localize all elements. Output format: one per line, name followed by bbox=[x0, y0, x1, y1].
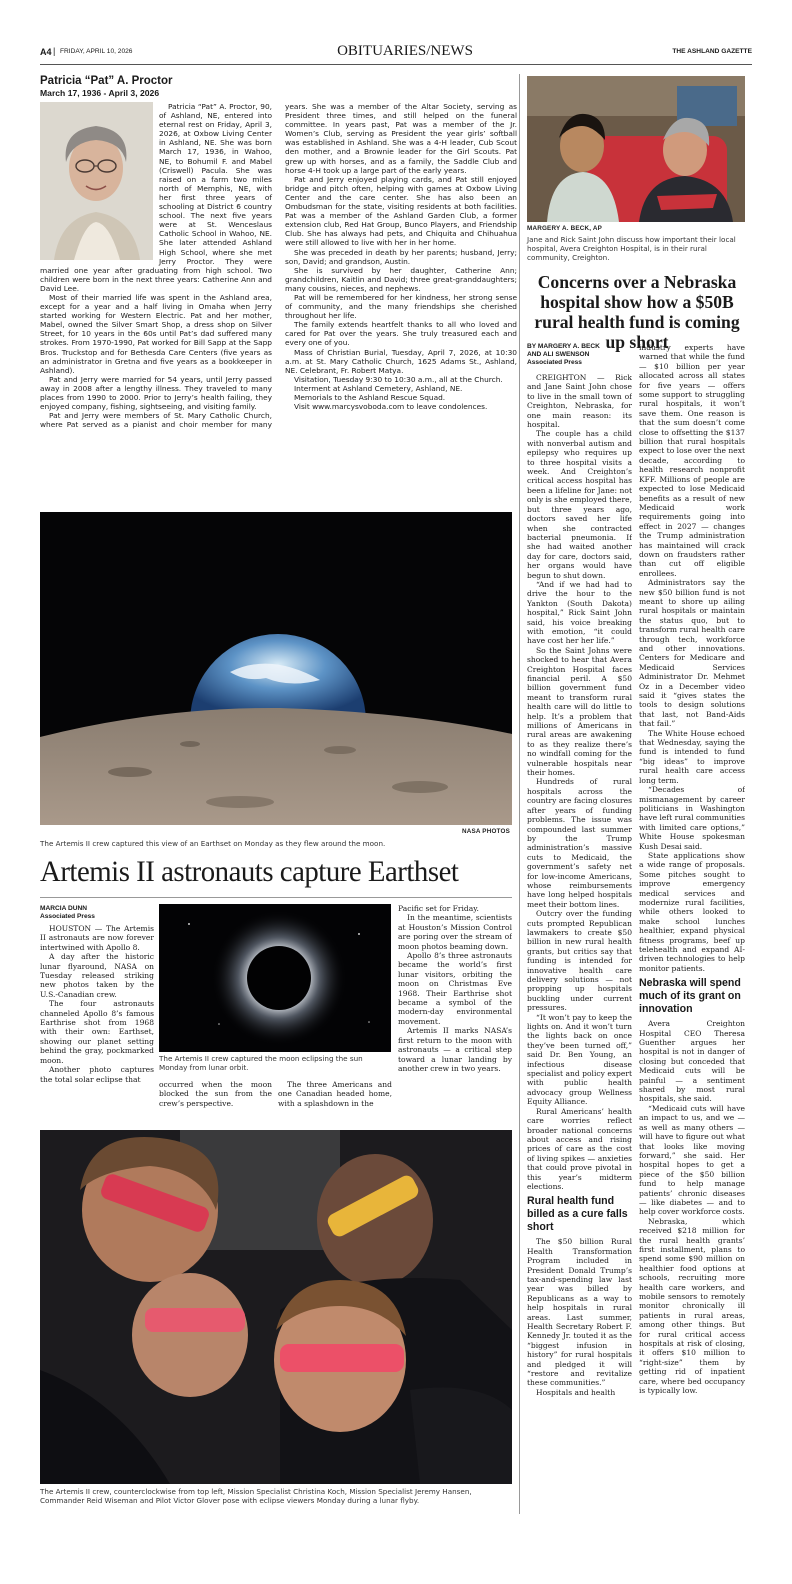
obituary-paragraph: She is survived by her daughter, Catherine Ann; grandchildren, Kaitlin and David; three great-granddaughters; many cousins, nieces, and nephews. bbox=[285, 265, 517, 293]
artemis-headline: Artemis II astronauts capture Earthset bbox=[40, 855, 459, 888]
artemis-column-1 bbox=[40, 924, 154, 1114]
couple-image bbox=[527, 76, 745, 222]
issue-date: FRIDAY, APRIL 10, 2026 bbox=[60, 48, 133, 55]
obituary-paragraph: Patricia “Pat” A. Proctor, 90, of Ashland, NE, entered into eternal rest on Friday, April 3, 2026, at Oxbow Living Center in Ashland, NE. She was born March 17, 1936, in Wahoo, NE, to Bohumil F. and Mabel (Criswell) Pacula. She was raised on a farm two miles north of Memphis, NE, with her first three years of schooling at District 6 country school. The next five years were at St. Wenceslaus Catholic School in Wahoo, NE. She later attended Ashland High School, where she met Jerry Proctor. They were married one year after graduating from high school. Two children were born in the next three years: Catherine Ann and David Lee. bbox=[40, 102, 272, 293]
obituary-paragraph: The family extends heartfelt thanks to all who loved and cared for Pat over the years. She truly treasured each and every one of you. bbox=[285, 320, 517, 348]
artemis-paragraph: The three Americans and one Canadian headed home, with a splashdown in the bbox=[278, 1080, 392, 1108]
artemis-paragraph: In the meantime, scientists at Houston’s Mission Control are poring over the stream of moon photos beaming down. bbox=[398, 913, 512, 951]
health-byline-org: Associated Press bbox=[527, 359, 582, 366]
health-column-2 bbox=[639, 343, 745, 1513]
health-paragraph: The White House echoed that Wednesday, saying the fund is intended to fund “big ideas” to improve rural health care access long term. bbox=[639, 728, 745, 785]
column-divider bbox=[519, 74, 520, 1514]
header-rule bbox=[40, 64, 752, 65]
health-paragraph: industry experts have warned that while the fund — $10 billion per year allocated across all states for five years — offers some support to struggling rural hospitals, it won’t save them. One reason is that the sum doesn’t come close to offsetting the $137 billion that rural hospitals expect to lose over the next decade, according to health research nonprofit KFF. Millions of people are expected to lose Medicaid benefits as a result of new Medicaid work requirements going into effect in 2027 — changes the Trump administration has maintained will crack down on fraudsters rather than cut off eligible enrollees. bbox=[639, 343, 745, 578]
health-paragraph: “Medicaid cuts will have an impact to us, and we — as well as many others — will have to figure out what that looks like moving forward,” she said. Her hospital hopes to get a piece of the $50 billion fund to help manage patients’ chronic diseases — like diabetes — and to help cover workforce costs. bbox=[639, 1103, 745, 1217]
artemis-rule bbox=[40, 897, 512, 898]
artemis-byline bbox=[40, 905, 155, 921]
health-paragraph: “And if we had had to drive the hour to the Yankton (South Dakota) hospital,” Rick Saint John said, his voice breaking with emotion, “it could have cost her her life.” bbox=[527, 579, 632, 646]
earthset-caption: The Artemis II crew captured this view of an Earthset on Monday as they flew around the moon. bbox=[40, 839, 386, 848]
obituary-paragraph: Pat and Jerry enjoyed playing cards, and Pat still enjoyed bridge and pitch often, helping with games at Oxbow Living Center and the care center. She has also been an Ombudsman for the state, visiting residents at both facilities. Pat was a member of the Ashland Garden Club, a former extension club, Red Hat Group, Bunco Players, and Friendship Club. She has always had pets, and Chiquita and Chihuahua were still allowed to live with her in her home. bbox=[285, 174, 517, 248]
obituary-dates: March 17, 1936 - April 3, 2026 bbox=[40, 88, 160, 98]
health-photo bbox=[527, 76, 745, 222]
artemis-column-3 bbox=[278, 1080, 392, 1108]
obituary-paragraph: Mass of Christian Burial, Tuesday, April 7, 2026, at 10:30 a.m. at St. Mary Catholic Church, 1625 Adams St., Ashland, NE. Celebrant, Fr. Robert Matya. bbox=[285, 347, 517, 375]
health-paragraph: “Decades of mismanagement by career politicians in Washington have left rural communities with limited care options,” White House spokesman Kush Desai said. bbox=[639, 785, 745, 851]
portrait-image bbox=[40, 102, 153, 260]
eclipse-photo bbox=[159, 904, 391, 1052]
earthset-credit: NASA PHOTOS bbox=[461, 828, 510, 835]
obituary bbox=[40, 74, 517, 494]
artemis-paragraph: Pacific set for Friday. bbox=[398, 904, 479, 913]
health-paragraph: CREIGHTON — Rick and Jane Saint John chose to live in the small town of Creighton, Nebraska, for one main reason: its hospital. bbox=[527, 373, 632, 430]
obituary-paragraph: Visit www.marcysvoboda.com to leave condolences. bbox=[294, 402, 488, 412]
obituary-paragraph: Most of their married life was spent in the Ashland area, except for a year and a half living in Omaha when Jerry started working for Western Electric. Pat and her mother, Mabel, owned the Silver Smart Shop, a dress shop on Silver Street, for 10 years in the 60s until Pat’s dad suffered many strokes. From 1970-1990, Pat worked for Bill Sapp at the Sapp Bros. Truckstop and for Bethesda Care Centers (five years as an administrator in Gretna and five years as a bookkeeper in Ashland). bbox=[40, 292, 272, 375]
obituary-paragraph: Pat and Jerry were married for 54 years, until Jerry passed away in 2008 after a lengthy illness. They traveled to many places from 1990 to 2000. Prior to Jerry’s health failing, they enjoyed company, fishing, sightseeing, and visiting family. bbox=[40, 374, 272, 412]
health-subhead-1: Rural health fund billed as a cure falls short bbox=[527, 1195, 628, 1234]
obituary-paragraph: Visitation, Tuesday 9:30 to 10:30 a.m., all at the Church. bbox=[294, 374, 503, 384]
health-paragraph: So the Saint Johns were shocked to hear that Avera Creighton Hospital faces financial peril. A $50 billion government fund meant to transform rural health care will do little to help. It’s a problem that millions of Americans in rural areas are awakening to as they realize there’s no windfall coming for the vulnerable hospitals near their homes. bbox=[527, 645, 632, 778]
health-photo-caption: Jane and Rick Saint John discuss how important their local hospital, Avera Creighton Hospital, is in their rural community, Creighton. bbox=[527, 235, 736, 262]
artemis-paragraph: The four astronauts channeled Apollo 8’s famous Earthrise shot from 1968 with their own: Earthset, showing our planet setting behind the gray, pockmarked moon. bbox=[40, 999, 154, 1065]
artemis-paragraph: Apollo 8’s three astronauts became the world’s first lunar visitors, orbiting the moon on Christmas Eve 1968. Their Earthrise shot became a symbol of the modern-day environmental movement. bbox=[398, 951, 512, 1026]
artemis-paragraph: Another photo captures the total solar eclipse that bbox=[40, 1065, 154, 1084]
obituary-paragraph: Pat and Jerry were members of St. Mary Catholic Church, where Pat served as a pianist and choir member for many years. She was a member of the Altar Society, serving as President three times, and still helped on the funeral committee. In years past, Pat was a member of the Jr. Women’s Club, serving as President the year girls’ softball was established in Ashland. She was a 4-H leader, Cub Scout den mother, and a Brownie leader for the Girl Scouts. Pat grew up with horses, and as a family, the Saddle Club and horse 4-H took up a large part of the early years. bbox=[40, 102, 517, 430]
health-paragraph: Rural Americans’ health care worries reflect broader national concerns about access and rising prices of care as the cost of living spikes — anxieties that could prove pivotal in this year’s midterm elections. bbox=[527, 1106, 632, 1191]
obituary-paragraph: Memorials to the Ashland Rescue Squad. bbox=[294, 393, 446, 402]
health-paragraph: Hundreds of rural hospitals across the country are facing closures after years of funding problems. The issue was compounded last summer by the Trump administration’s massive cuts to Medicaid, the government’s safety net for low-income Americans, whose reimbursements have long helped hospitals meet their bottom lines. bbox=[527, 777, 632, 909]
page-header bbox=[40, 43, 752, 63]
health-paragraph: Outcry over the funding cuts prompted Republican lawmakers to create $50 billion in new rural health grants, but critics say that funding is intended for innovative health care delivery solutions — not propping up hospitals buckling under current pressures. bbox=[527, 909, 632, 1013]
page-number: A4 bbox=[40, 47, 52, 57]
earthset-image bbox=[40, 512, 512, 825]
obituary-paragraph: Pat will be remembered for her kindness, her strong sense of community, and the many friendships she cherished throughout her life. bbox=[285, 292, 517, 321]
health-paragraph: “It won’t pay to keep the lights on. And it won’t turn the lights back on once they’ve been turned off,” said Dr. Ben Young, an infectious disease specialist and policy expert with public health advocacy group Wellness Equity Alliance. bbox=[527, 1012, 632, 1107]
obituary-paragraph: She was preceded in death by her parents; husband, Jerry; son, David; and grandson, Austin. bbox=[285, 247, 517, 266]
section-title: OBITUARIES/NEWS bbox=[337, 43, 473, 59]
health-paragraph: Administrators say the new $50 billion fund is not meant to shore up ailing rural hospitals or maintain the status quo, but to transform rural health care through tech, workforce and other innovations. Centers for Medicare and Medicaid Services Administrator Dr. Mehmet Oz in a December video said it “gives states the tools to design solutions that last, not Band-Aids that fail.” bbox=[639, 578, 745, 729]
obituary-paragraph: Interment at Ashland Cemetery, Ashland, NE. bbox=[294, 383, 463, 393]
health-paragraph: State applications show a wide range of proposals. Some pitches sought to improve emergency medical services and modernize rural facilities, while others looked to make school lunches healthier, expand physical fitness programs, beef up telehealth and expand AI-driven technologies to help monitor patients. bbox=[639, 850, 745, 973]
health-paragraph: Hospitals and health bbox=[536, 1387, 616, 1397]
health-byline bbox=[527, 343, 637, 367]
crew-photo bbox=[40, 1130, 512, 1484]
crew-image bbox=[40, 1130, 512, 1484]
earthset-photo bbox=[40, 512, 512, 825]
artemis-paragraph: occurred when the moon blocked the sun from the crew’s perspective. bbox=[159, 1080, 272, 1108]
health-byline-name-2: AND ALI SWENSON bbox=[527, 351, 590, 358]
health-subhead-2: Nebraska will spend much of its grant on innovation bbox=[639, 977, 741, 1016]
eclipse-caption: The Artemis II crew captured the moon eclipsing the sun Monday from lunar orbit. bbox=[159, 1054, 363, 1072]
artemis-byline-name: MARCIA DUNN bbox=[40, 905, 88, 912]
obituary-body bbox=[40, 102, 517, 494]
health-paragraph: The couple has a child with nonverbal autism and epilepsy who requires up to three hospital visits a week. And Creighton’s critical access hospital has been a lifeline for Jane: not only is she employed there, but three years ago, doctors saved her life when she contracted bacterial pneumonia. If she had waited another day for care, doctors said, her organs would have begun to shut down. bbox=[527, 429, 632, 580]
obituary-name: Patricia “Pat” A. Proctor bbox=[40, 75, 173, 87]
artemis-column-2 bbox=[159, 1080, 272, 1108]
paper-name: THE ASHLAND GAZETTE bbox=[672, 48, 752, 55]
health-byline-name-1: BY MARGERY A. BECK bbox=[527, 343, 600, 350]
artemis-paragraph: A day after the historic lunar flyaround, NASA on Tuesday released striking new photos taken by the U.S.-Canadian crew. bbox=[40, 952, 154, 999]
eclipse-image bbox=[159, 904, 391, 1052]
health-headline: Concerns over a Nebraska hospital show how a $50B rural health fund is coming up short bbox=[534, 272, 740, 352]
health-column-1 bbox=[527, 373, 632, 1513]
health-paragraph: The $50 billion Rural Health Transformation Program included in President Donald Trump’s tax-and-spending law last year was billed by Republicans as a way to help hospitals in rural areas. Last summer, Health Secretary Robert F. Kennedy Jr. touted it as the “biggest infusion in history” for rural hospitals and pledged it will “restore and revitalize these communities.” bbox=[527, 1237, 632, 1388]
health-paragraph: Avera Creighton Hospital CEO Theresa Guenther argues her hospital is not in danger of closing but conceded that Medicaid cuts will be painful — a sentiment shared by most rural hospitals, she said. bbox=[639, 1019, 745, 1104]
artemis-column-4 bbox=[398, 904, 512, 1114]
obituary-portrait bbox=[40, 102, 153, 260]
artemis-byline-org: Associated Press bbox=[40, 913, 95, 920]
crew-caption: The Artemis II crew, counterclockwise from top left, Mission Specialist Christina Koch, Mission Specialist Jeremy Hansen, Commander Reid Wiseman and Pilot Victor Glover pose with eclipse viewers Monday during a lunar flyby. bbox=[40, 1487, 472, 1505]
health-paragraph: Nebraska, which received $218 million for the rural health grants’ first installment, plans to spend some $90 million on healthier food options at schools, recruiting more health care workers, and mobile sensors to remotely monitor chronically ill patients in rural areas, among other things. But for rural critical access hospitals at risk of closing, it offers $10 million to “right-size” them by getting rid of inpatient care, where bed occupancy is typically low. bbox=[639, 1216, 745, 1396]
page-divider: | bbox=[53, 46, 56, 56]
artemis-paragraph: HOUSTON — The Artemis II astronauts are now forever intertwined with Apollo 8. bbox=[40, 924, 154, 952]
health-photo-credit: MARGERY A. BECK, AP bbox=[527, 225, 603, 232]
artemis-paragraph: Artemis II marks NASA’s first return to the moon with astronauts — a critical step toward a lunar landing by another crew in two years. bbox=[398, 1026, 512, 1073]
